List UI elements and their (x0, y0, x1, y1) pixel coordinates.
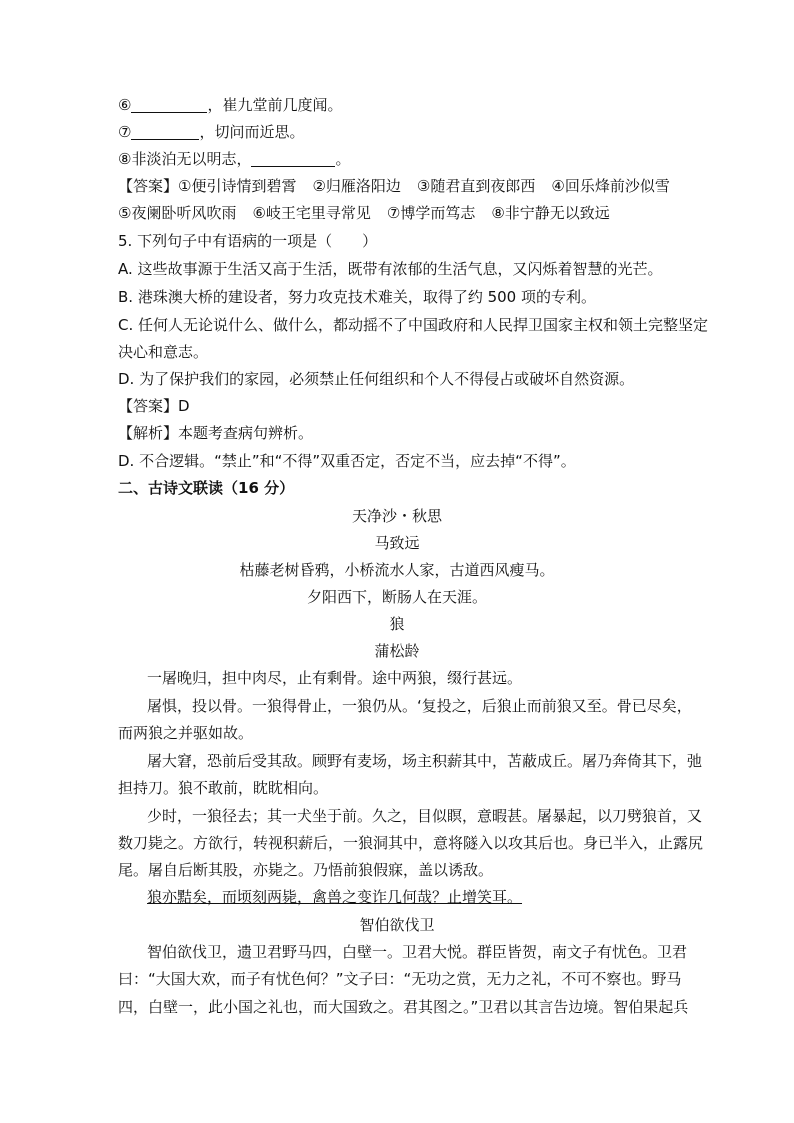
wolf-text-line: 少时，一狼径去；其一犬坐于前。久之，目似瞑，意暇甚。屠暴起，以刀劈狼首，又 (147, 807, 703, 825)
wolf-underlined-line: 狼亦黠矣，而顷刻两毙，禽兽之变诈几何哉？止增笑耳。 (147, 888, 523, 906)
fill-in-item-7 (118, 121, 304, 143)
answer-item: ⑥岐王宅里寻常见 (252, 204, 371, 222)
answer-item: ④回乐烽前沙似雪 (551, 177, 670, 195)
answer-item: ⑧非宁静无以致远 (491, 204, 610, 222)
item-prefix: ⑧非淡泊无以明志， (118, 150, 252, 168)
answer-blank[interactable] (251, 150, 335, 167)
item-prefix: ⑥ (118, 96, 132, 114)
zhibo-text-line: 四，白壁一，此小国之礼也，而大国致之。君其图之。”卫君以其言告边境。智伯果起兵 (118, 998, 689, 1016)
zhibo-title: 智伯欲伐卫 (359, 916, 435, 934)
option-d: D. 为了保护我们的家园，必须禁止任何组织和个人不得侵占或破坏自然资源。 (118, 370, 635, 388)
answer-item: ①便引诗情到碧霄 (178, 177, 297, 195)
wolf-text-line: 屠大窘，恐前后受其敌。顾野有麦场，场主积薪其中，苫蔽成丘。屠乃奔倚其下，弛 (147, 752, 703, 770)
answer-line-2 (118, 202, 626, 224)
item-suffix: ，崔九堂前几度闻。 (207, 96, 343, 114)
analysis-label: 【解析】本题考查病句辨析。 (118, 424, 314, 442)
option-a: A. 这些故事源于生活又高于生活，既带有浓郁的生活气息，又闪烁着智慧的光芒。 (118, 260, 663, 278)
answer-item: ②归雁洛阳边 (312, 177, 401, 195)
item-suffix: ，切问而近思。 (199, 123, 305, 141)
wolf-text-line: 一屠晚归，担中肉尽，止有剩骨。途中两狼，缀行甚远。 (147, 669, 523, 687)
option-b: B. 港珠澳大桥的建设者，努力攻克技术难关，取得了约 500 项的专利。 (118, 288, 596, 306)
answer-item: ③随君直到夜郎西 (416, 177, 536, 195)
zhibo-text-line: 曰：“大国大欢，而子有忧色何？”文子曰：“无功之赏，无力之礼，不可不察也。野马 (118, 970, 682, 988)
answer-blank[interactable] (131, 123, 199, 140)
answer-d: 【答案】D (118, 397, 190, 415)
wolf-title: 狼 (389, 615, 405, 633)
wolf-text-line: 担持刀。狼不敢前，眈眈相向。 (118, 779, 329, 797)
wolf-text-line: 数刀毙之。方欲行，转视积薪后，一狼洞其中，意将隧入以攻其后也。身已半入，止露尻 (118, 834, 704, 852)
poem-line-2: 夕阳西下，断肠人在天涯。 (306, 588, 487, 606)
question-5-stem: 5. 下列句子中有语病的一项是（ ） (118, 232, 378, 250)
section-title: 二、古诗文联读（16 分） (118, 479, 295, 497)
wolf-author: 蒲松龄 (374, 642, 420, 660)
item-suffix: 。 (335, 150, 351, 168)
wolf-text-line: 尾。屠自后断其股，亦毙之。乃悟前狼假寐，盖以诱敌。 (118, 861, 494, 879)
fill-in-item-6 (118, 94, 342, 116)
answer-item: ⑤夜阑卧听风吹雨 (118, 204, 237, 222)
answer-blank[interactable] (131, 96, 207, 113)
answer-line-1 (118, 175, 686, 197)
item-prefix: ⑦ (118, 123, 132, 141)
wolf-text-line: 而两狼之并驱如故。 (118, 724, 254, 742)
fill-in-item-8 (118, 148, 350, 170)
poem-title: 天净沙・秋思 (351, 507, 442, 525)
zhibo-text-line: 智伯欲伐卫，遗卫君野马四，白壁一。卫君大悦。群臣皆贺，南文子有忧色。卫君 (147, 943, 688, 961)
answer-label: 【答案】 (118, 177, 179, 195)
poem-line-1: 枯藤老树昏鸦，小桥流水人家，古道西风瘦马。 (239, 561, 555, 579)
analysis-text: D. 不合逻辑。“禁止”和“不得”双重否定，否定不当，应去掉“不得”。 (118, 452, 576, 470)
option-c-line-2: 决心和意志。 (118, 343, 209, 361)
answer-item: ⑦博学而笃志 (386, 204, 476, 222)
option-c-line-1: C. 任何人无论说什么、做什么，都动摇不了中国政府和人民捍卫国家主权和领土完整坚定 (118, 316, 709, 334)
wolf-text-line: 屠惧，投以骨。一狼得骨止，一狼仍从。‘复投之，后狼止而前狼又至。骨已尽矣， (147, 697, 692, 715)
poem-author: 马致远 (374, 534, 420, 552)
